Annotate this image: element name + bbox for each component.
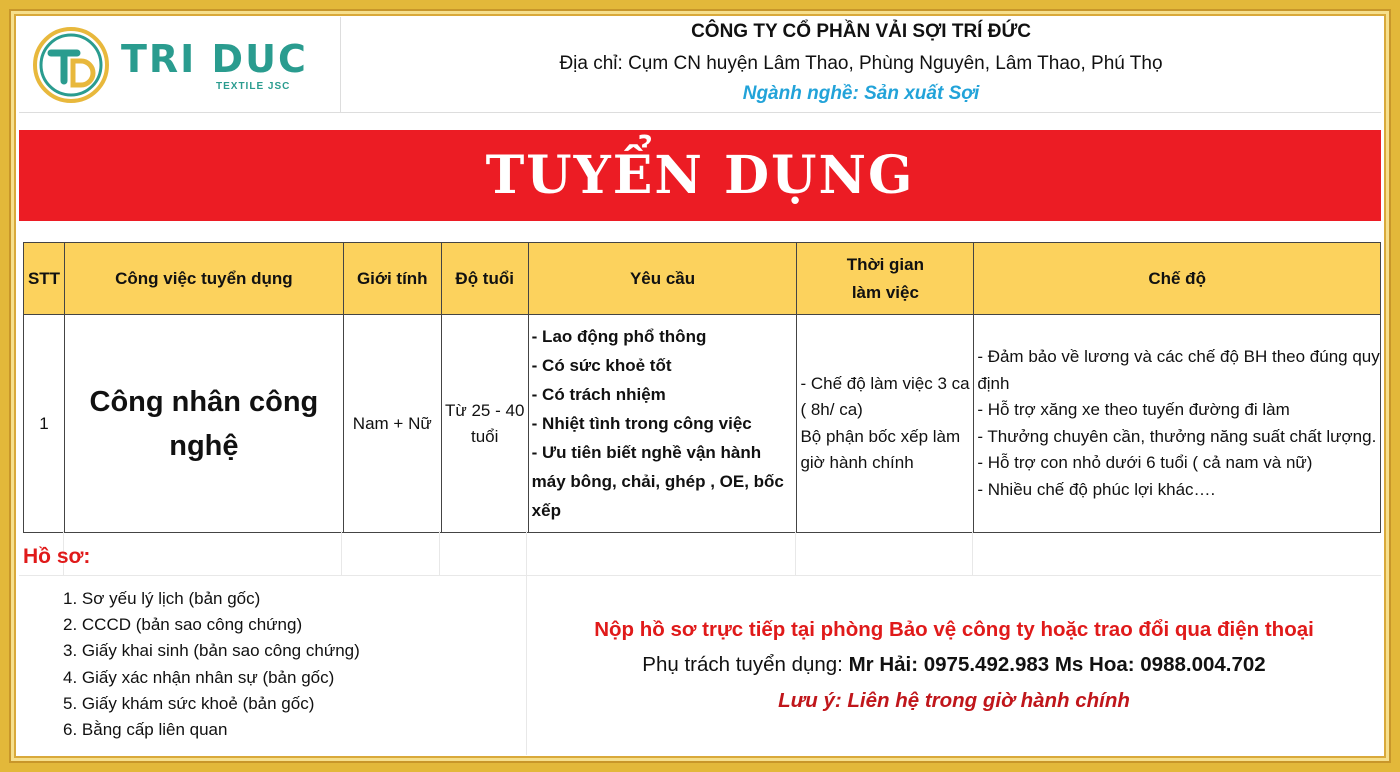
cell-benefits xyxy=(974,315,1381,533)
company-address: Địa chỉ: Cụm CN huyện Lâm Thao, Phùng Nguyên, Lâm Thao, Phú Thọ xyxy=(559,53,1163,74)
poster xyxy=(19,17,1381,755)
contact-phones: Mr Hải: 0975.492.983 Ms Hoa: 0988.004.702 xyxy=(848,653,1266,676)
list-item: 5. Giấy khám sức khoẻ (bản gốc) xyxy=(63,693,315,713)
contact-person xyxy=(527,647,1381,683)
table-row xyxy=(24,315,1381,533)
contact-note: Lưu ý: Liên hệ trong giờ hành chính xyxy=(778,689,1130,712)
job-table xyxy=(23,242,1381,533)
working-time-item: - Chế độ làm việc 3 ca ( 8h/ ca) xyxy=(800,373,970,419)
logo-subtitle: TEXTILE JSC xyxy=(216,81,291,92)
requirement-item: - Ưu tiên biết nghề vận hành máy bông, chải, ghép , OE, bốc xếp xyxy=(531,443,784,520)
documents-label: Hồ sơ: xyxy=(23,545,91,568)
list-item: 4. Giấy xác nhận nhân sự (bản gốc) xyxy=(63,667,335,687)
list-item: 3. Giấy khai sinh (bản sao công chứng) xyxy=(63,641,360,661)
cell-requirements xyxy=(528,315,797,533)
cell-stt: 1 xyxy=(24,315,65,533)
header-working-time xyxy=(797,243,974,315)
contact-prefix: Phụ trách tuyển dụng: xyxy=(642,653,849,676)
header-working-time-line2: làm việc xyxy=(851,282,919,302)
gridline xyxy=(439,531,440,575)
header-stt: STT xyxy=(24,243,65,315)
header-requirements: Yêu cầu xyxy=(528,243,797,315)
documents-list xyxy=(63,586,360,743)
logo xyxy=(19,17,341,113)
requirement-item: - Nhiệt tình trong công việc xyxy=(531,414,752,433)
header xyxy=(19,17,1381,113)
cell-job: Công nhân công nghệ xyxy=(64,315,343,533)
header-working-time-line1: Thời gian xyxy=(846,254,924,274)
gridline xyxy=(972,531,973,575)
tri-duc-logo-icon xyxy=(31,25,111,105)
header-age: Độ tuổi xyxy=(441,243,528,315)
benefit-item: - Nhiều chế độ phúc lợi khác…. xyxy=(977,479,1216,499)
requirement-item: - Có sức khoẻ tốt xyxy=(531,356,672,375)
header-sex: Giới tính xyxy=(343,243,441,315)
benefit-item: - Hỗ trợ xăng xe theo tuyến đường đi làm xyxy=(977,400,1290,419)
header-benefits: Chế độ xyxy=(974,243,1381,315)
cell-age: Từ 25 - 40 tuổi xyxy=(441,315,528,533)
benefit-item: - Hỗ trợ con nhỏ dưới 6 tuổi ( cả nam và nữ) xyxy=(977,453,1313,472)
company-name: CÔNG TY CỔ PHẦN VẢI SỢI TRÍ ĐỨC xyxy=(691,21,1031,42)
contact-block xyxy=(527,615,1381,719)
cell-sex: Nam + Nữ xyxy=(343,315,441,533)
recruitment-banner xyxy=(19,130,1381,221)
cell-working-time xyxy=(797,315,974,533)
requirement-item: - Có trách nhiệm xyxy=(531,385,666,404)
list-item: 2. CCCD (bản sao công chứng) xyxy=(63,615,303,635)
working-time-item: Bộ phận bốc xếp làm giờ hành chính xyxy=(800,426,961,472)
gridline xyxy=(19,575,1381,576)
list-item: 6. Bằng cấp liên quan xyxy=(63,720,228,740)
gridline xyxy=(341,531,342,575)
table-header-row xyxy=(24,243,1381,315)
benefit-item: - Đảm bảo về lương và các chế độ BH theo đúng quy định xyxy=(977,347,1380,393)
benefit-item: - Thưởng chuyên cần, thưởng năng suất chất lượng. xyxy=(977,426,1377,446)
header-job: Công việc tuyển dụng xyxy=(64,243,343,315)
logo-name: TRI DUC xyxy=(121,37,308,81)
requirement-item: - Lao động phổ thông xyxy=(531,327,707,346)
gridline xyxy=(795,531,796,575)
banner-title: TUYỂN DỤNG xyxy=(485,145,915,206)
list-item: 1. Sơ yếu lý lịch (bản gốc) xyxy=(63,589,261,608)
company-industry: Ngành nghề: Sản xuất Sợi xyxy=(742,83,980,104)
contact-instruction: Nộp hồ sơ trực tiếp tại phòng Bảo vệ công ty hoặc trao đổi qua điện thoại xyxy=(594,618,1314,641)
